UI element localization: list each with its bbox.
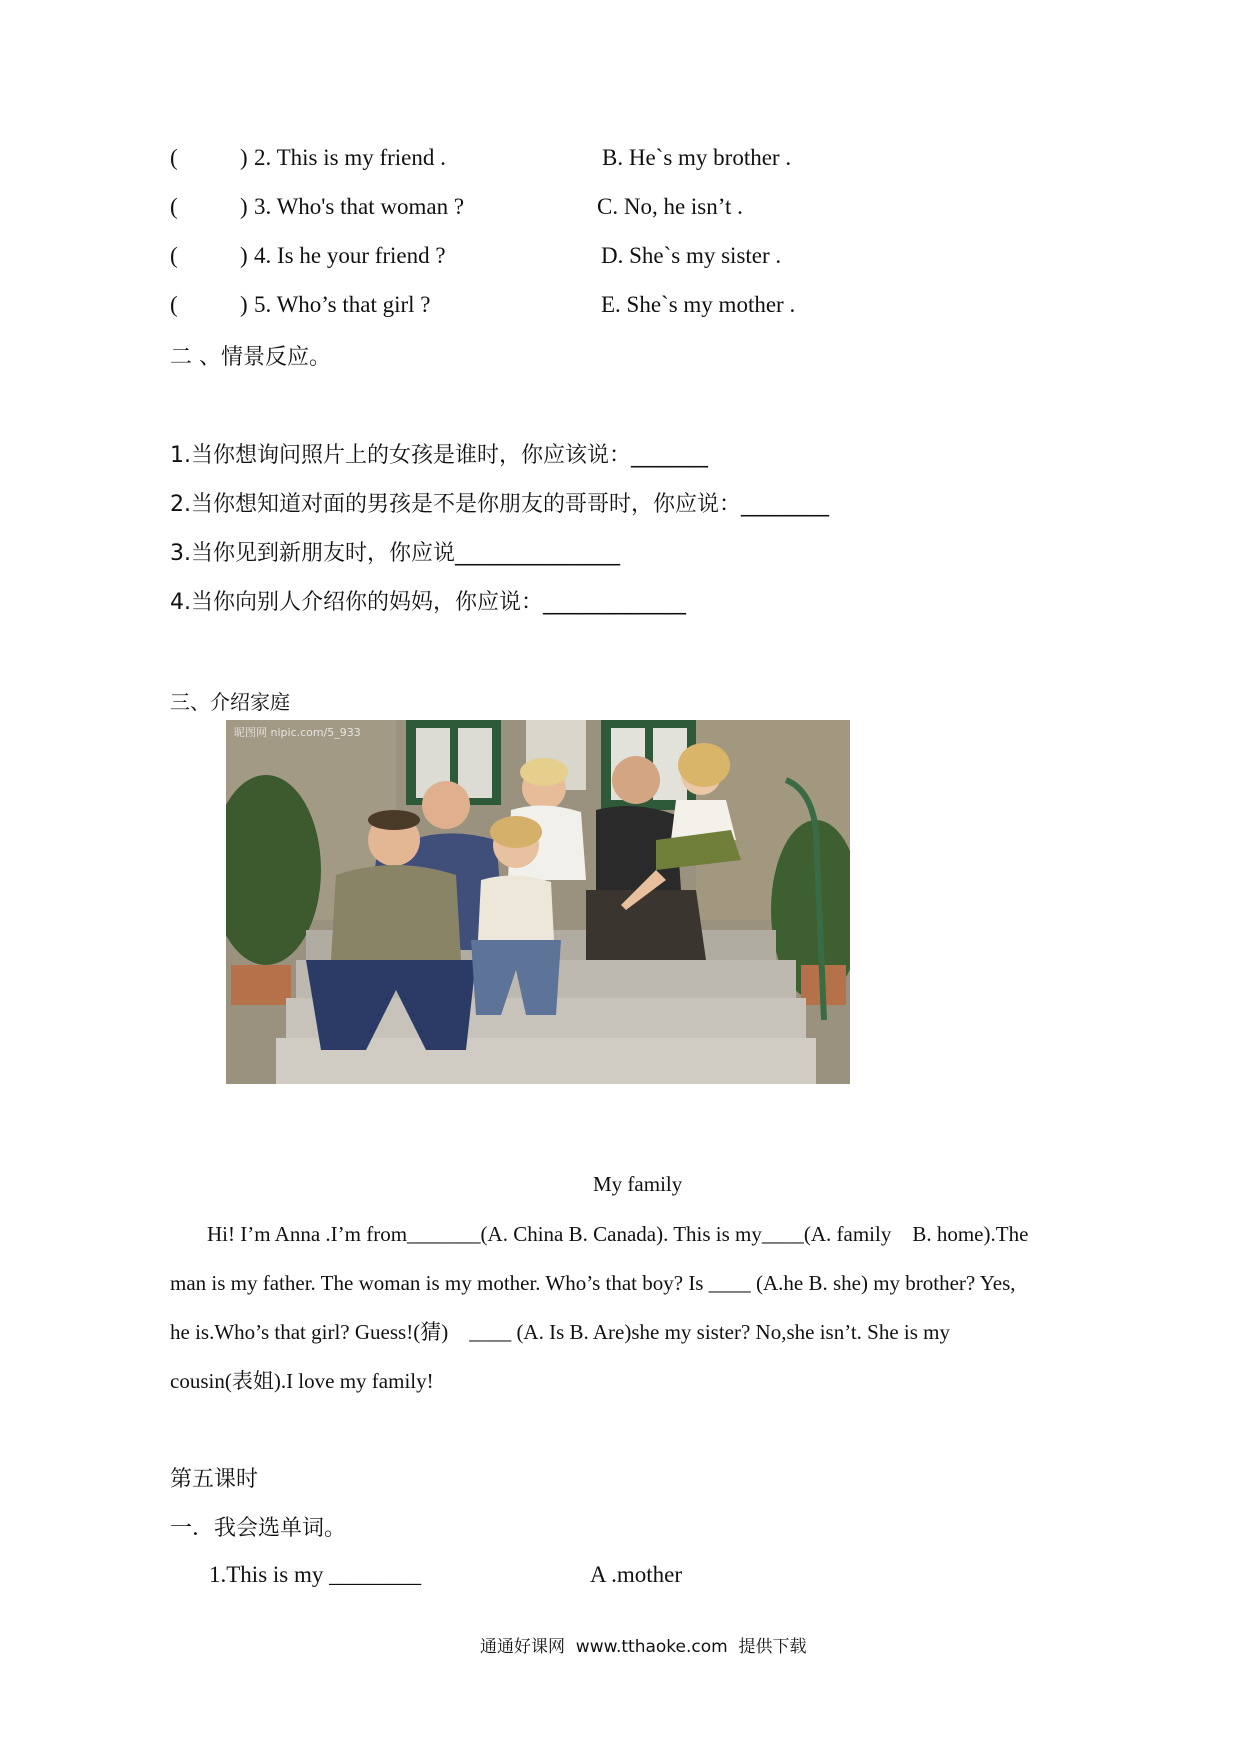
passage-line-4: cousin(表姐).I love my family! [170,1369,434,1393]
matching-answer-c: C. No, he isn’t . [597,194,743,219]
family-photo [226,720,850,1084]
passage-line-3: he is.Who’s that girl? Guess!(猜) ____ (A. Is B. Are)she my sister? No,she isn’t. She is my [170,1320,951,1344]
matching-question-5: 5. Who’s that girl ? [254,292,431,317]
lesson-heading: 第五课时 [170,1467,259,1492]
answer-paren-close: ) [240,292,248,317]
matching-answer-e: E. She`s my mother . [601,292,796,317]
answer-paren-open: ( [170,145,178,170]
matching-question-3: 3. Who's that woman ? [254,194,465,219]
passage-line-2: man is my father. The woman is my mother. Who’s that boy? Is ____ (A.he B. she) my brother? Yes, [170,1271,1016,1295]
page-footer: 通通好课网 www.tthaoke.com 提供下载 [480,1637,807,1657]
word-choice-question-1: 1.This is my ________ [209,1562,422,1587]
family-photo-illustration [226,720,850,1084]
answer-paren-close: ) [240,194,248,219]
section-heading-situational: 二 、情景反应。 [170,345,331,370]
matching-question-2: 2. This is my friend . [254,145,446,170]
answer-paren-open: ( [170,292,178,317]
matching-answer-d: D. She`s my sister . [601,243,782,268]
lesson-subheading: 一．我会选单词。 [170,1516,347,1541]
situational-item-4: 4.当你向别人介绍你的妈妈，你应说：_____________ [170,590,686,615]
matching-question-4: 4. Is he your friend ? [254,243,446,268]
situational-item-1: 1.当你想询问照片上的女孩是谁时，你应该说：_______ [170,443,708,468]
answer-paren-close: ) [240,243,248,268]
passage-title: My family [593,1172,683,1196]
word-choice-option-a: A .mother [590,1562,682,1587]
section-heading-family: 三、介绍家庭 [170,690,290,714]
situational-item-3: 3.当你见到新朋友时，你应说_______________ [170,541,620,566]
answer-paren-open: ( [170,243,178,268]
matching-answer-b: B. He`s my brother . [602,145,792,170]
answer-paren-close: ) [240,145,248,170]
answer-paren-open: ( [170,194,178,219]
photo-watermark: 昵图网 nipic.com/5_933 [234,726,361,739]
passage-line-1: Hi! I’m Anna .I’m from_______(A. China B. Canada). This is my____(A. family B. home).The [207,1222,1029,1246]
situational-item-2: 2.当你想知道对面的男孩是不是你朋友的哥哥时，你应说：________ [170,492,829,517]
